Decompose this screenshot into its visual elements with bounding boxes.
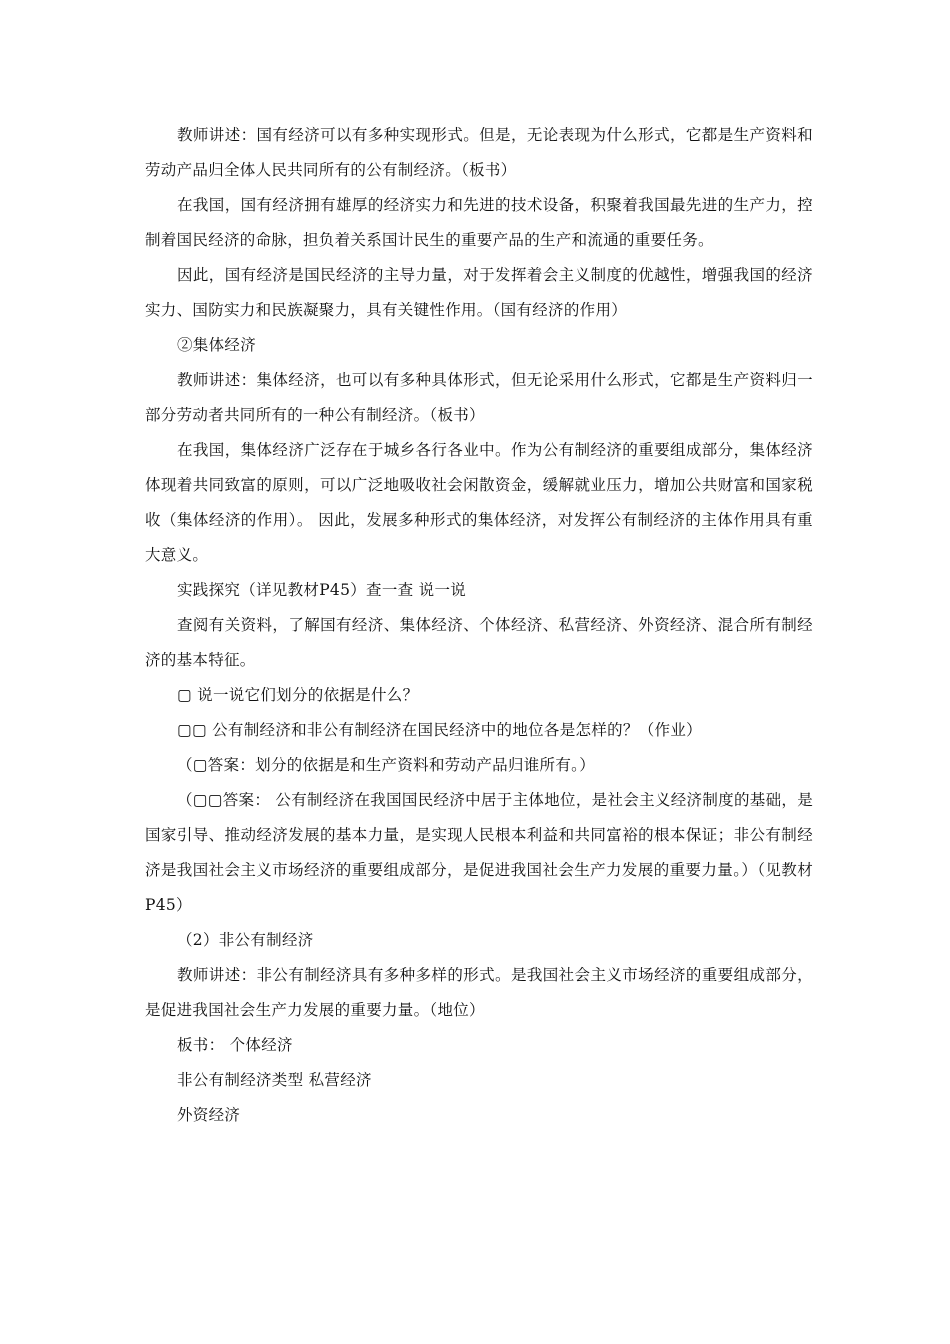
practice-exploration-heading: 实践探究（详见教材P45）查一查 说一说 bbox=[177, 581, 467, 599]
paragraph-research-task: 查阅有关资料，了解国有经济、集体经济、个体经济、私营经济、外资经济、混合所有制经济的基本特征。 bbox=[145, 616, 813, 669]
paragraph-collective-economy-role: 在我国，集体经济广泛存在于城乡各行各业中。作为公有制经济的重要组成部分，集体经济体现着共同致富的原则，可以广泛地吸收社会闲散资金，缓解就业压力，增加公共财富和国家税收（集体经济的作用）。 因此，发展多种形式的集体经济，对发挥公有制经济的主体作用具有重大意义。 bbox=[145, 441, 813, 564]
answer-one: （▢答案：划分的依据是和生产资料和劳动产品归谁所有。） bbox=[177, 756, 595, 774]
blackboard-line-foreign-economy: 外资经济 bbox=[177, 1106, 241, 1124]
section-heading-non-public-economy: （2）非公有制经济 bbox=[177, 931, 314, 949]
document-page bbox=[145, 118, 813, 1133]
question-two: ▢▢ 公有制经济和非公有制经济在国民经济中的地位各是怎样的？（作业） bbox=[177, 721, 702, 739]
paragraph-state-economy-forms: 教师讲述：国有经济可以有多种实现形式。但是，无论表现为什么形式，它都是生产资料和劳动产品归全体人民共同所有的公有制经济。（板书） bbox=[145, 126, 813, 179]
paragraph-non-public-economy-status: 教师讲述：非公有制经济具有多种多样的形式。是我国社会主义市场经济的重要组成部分，是促进我国社会生产力发展的重要力量。（地位） bbox=[145, 966, 813, 1019]
blackboard-line-private-economy: 非公有制经济类型 私营经济 bbox=[177, 1071, 372, 1089]
blackboard-line-individual-economy: 板书： 个体经济 bbox=[177, 1036, 293, 1054]
paragraph-collective-economy-forms: 教师讲述：集体经济，也可以有多种具体形式，但无论采用什么形式，它都是生产资料归一部分劳动者共同所有的一种公有制经济。（板书） bbox=[145, 371, 813, 424]
paragraph-state-economy-role: 因此，国有经济是国民经济的主导力量，对于发挥着会主义制度的优越性，增强我国的经济实力、国防实力和民族凝聚力，具有关键性作用。（国有经济的作用） bbox=[145, 266, 813, 319]
question-one: ▢ 说一说它们划分的依据是什么？ bbox=[177, 686, 419, 704]
answer-two: （▢▢答案： 公有制经济在我国国民经济中居于主体地位，是社会主义经济制度的基础，是国家引导、推动经济发展的基本力量，是实现人民根本利益和共同富裕的根本保证；非公有制经济是我国社会主义市场经济的重要组成部分，是促进我国社会生产力发展的重要力量。）（见教材P45） bbox=[145, 791, 813, 914]
paragraph-state-economy-strength: 在我国，国有经济拥有雄厚的经济实力和先进的技术设备，积聚着我国最先进的生产力，控制着国民经济的命脉，担负着关系国计民生的重要产品的生产和流通的重要任务。 bbox=[145, 196, 813, 249]
section-heading-collective-economy: ②集体经济 bbox=[177, 336, 257, 354]
